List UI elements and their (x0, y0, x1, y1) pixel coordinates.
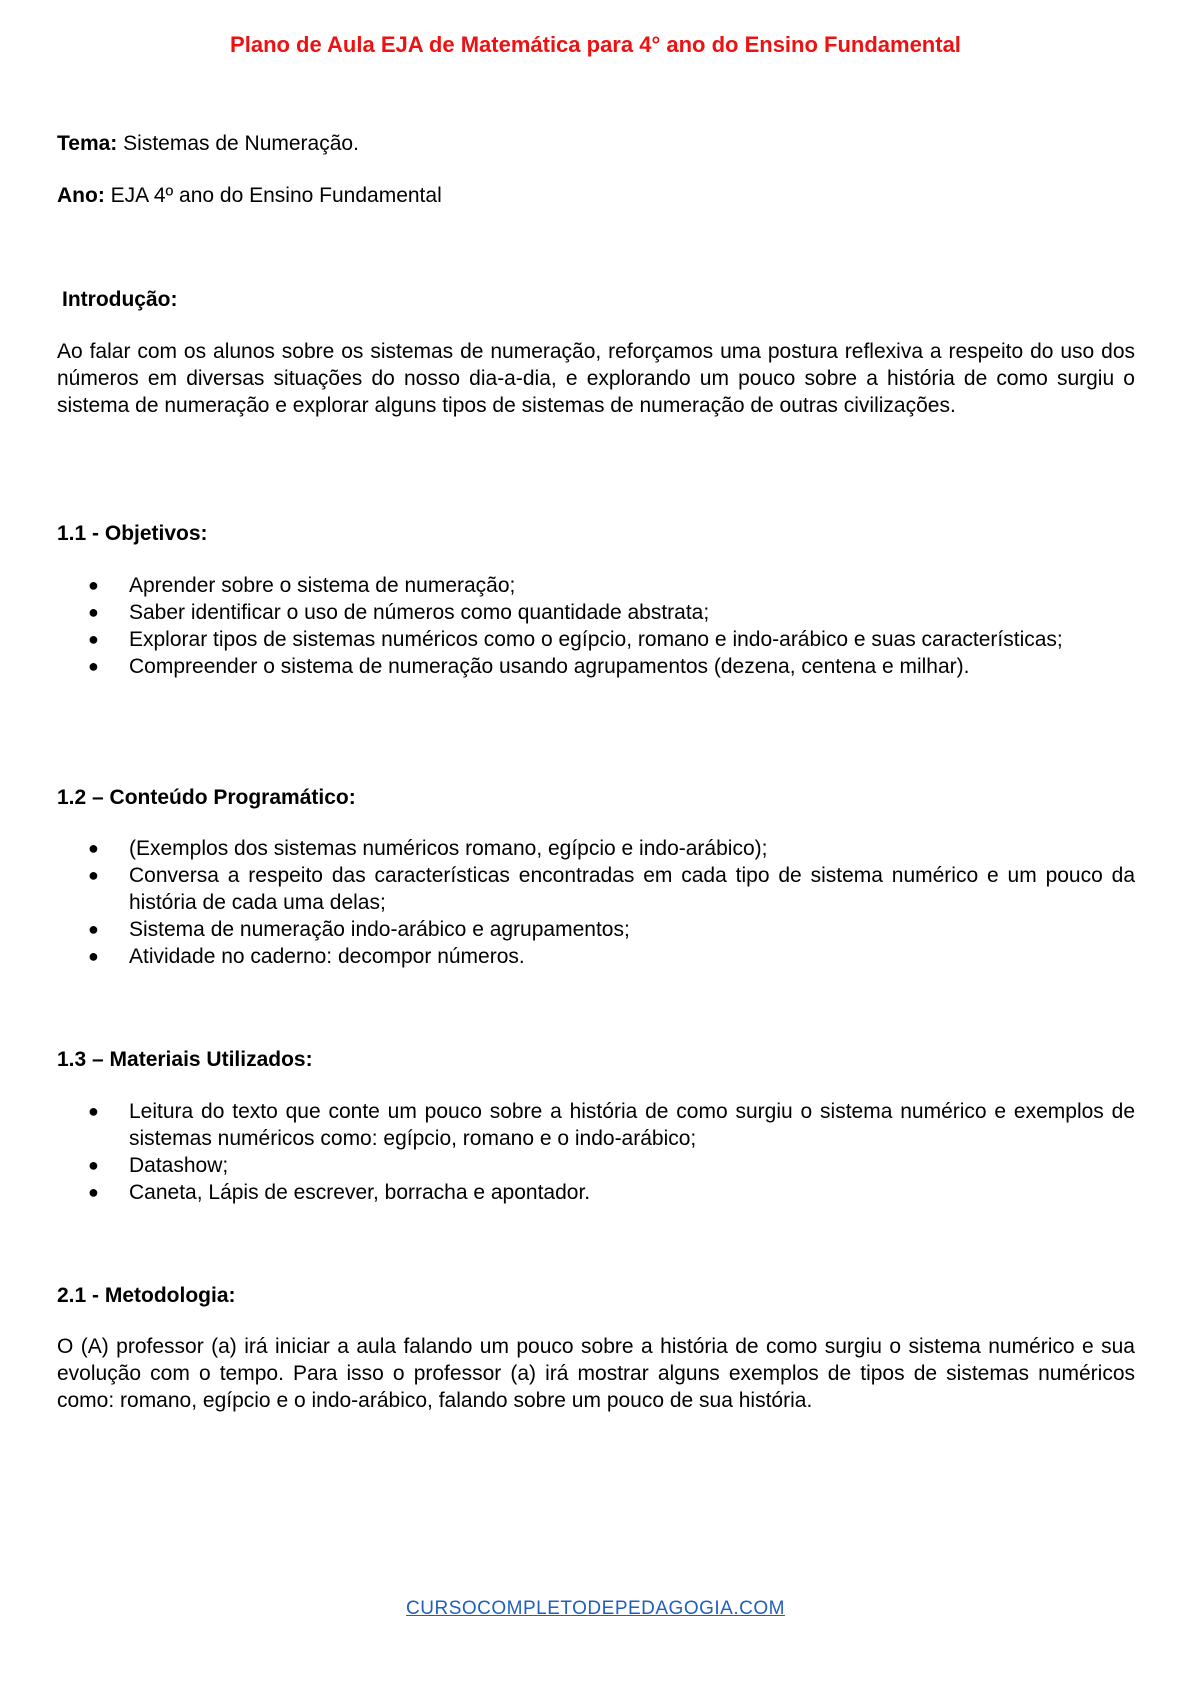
bullet-icon: ● (88, 946, 99, 966)
tema-value: Sistemas de Numeração. (123, 132, 359, 155)
list-item: ● Saber identificar o uso de números como quantidade abstrata; (88, 601, 710, 624)
footer-website-link[interactable]: CURSOCOMPLETODEPEDAGOGIA.COM (406, 1598, 785, 1619)
bullet-icon: ● (88, 575, 99, 595)
conteudo-heading: 1.2 – Conteúdo Programático: (57, 786, 356, 809)
bullet-icon: ● (88, 602, 99, 622)
list-item: ● Sistema de numeração indo-arábico e agrupamentos; (88, 918, 630, 941)
bullet-icon: ● (88, 919, 99, 939)
list-item: ● Explorar tipos de sistemas numéricos como o egípcio, romano e indo-arábico e suas características; (88, 628, 1063, 651)
bullet-icon: ● (88, 1101, 99, 1121)
ano-value: EJA 4º ano do Ensino Fundamental (110, 184, 442, 207)
conteudo-list (57, 835, 1135, 970)
tema-label: Tema: (57, 132, 118, 155)
objetivos-heading: 1.1 - Objetivos: (57, 522, 208, 545)
metodologia-heading: 2.1 - Metodologia: (57, 1284, 236, 1307)
bullet-icon: ● (88, 838, 99, 858)
materiais-list (57, 1098, 1135, 1206)
bullet-icon: ● (88, 1182, 99, 1202)
objetivos-list (57, 572, 1135, 680)
ano-line (57, 184, 442, 208)
list-item: ● Datashow; (88, 1154, 229, 1177)
list-item: ● Conversa a respeito das características encontradas em cada tipo de sistema numérico e um pouco da história de cada uma delas; (88, 864, 1135, 914)
list-item: ● Compreender o sistema de numeração usando agrupamentos (dezena, centena e milhar). (88, 655, 970, 678)
introducao-heading: Introdução: (62, 288, 178, 311)
bullet-icon: ● (88, 629, 99, 649)
list-item: ● Aprender sobre o sistema de numeração; (88, 574, 516, 597)
bullet-icon: ● (88, 656, 99, 676)
list-item: ● Atividade no caderno: decompor números. (88, 945, 525, 968)
document-title: Plano de Aula EJA de Matemática para 4° ano do Ensino Fundamental (230, 32, 961, 57)
list-item: ● Leitura do texto que conte um pouco sobre a história de como surgiu o sistema numérico e exemplos de sistemas numéricos como: egípcio, romano e o indo-arábico; (88, 1100, 1135, 1150)
metodologia-paragraph: O (A) professor (a) irá iniciar a aula falando um pouco sobre a história de como surgiu o sistema numérico e sua evolução com o tempo. Para isso o professor (a) irá mostrar alguns exemplos de tipos de sistemas numéricos como: romano, egípcio e o indo-arábico, falando sobre um pouco de sua história. (57, 1335, 1135, 1412)
list-item: ● Caneta, Lápis de escrever, borracha e apontador. (88, 1181, 591, 1204)
bullet-icon: ● (88, 865, 99, 885)
ano-label: Ano: (57, 184, 105, 207)
materiais-heading: 1.3 – Materiais Utilizados: (57, 1048, 313, 1071)
list-item: ● (Exemplos dos sistemas numéricos romano, egípcio e indo-arábico); (88, 837, 768, 860)
bullet-icon: ● (88, 1155, 99, 1175)
tema-line (57, 132, 359, 156)
introducao-paragraph: Ao falar com os alunos sobre os sistemas de numeração, reforçamos uma postura reflexiva a respeito do uso dos números em diversas situações do nosso dia-a-dia, e explorando um pouco sobre a história de como surgiu o sistema de numeração e explorar alguns tipos de sistemas de numeração de outras civilizações. (57, 340, 1135, 417)
